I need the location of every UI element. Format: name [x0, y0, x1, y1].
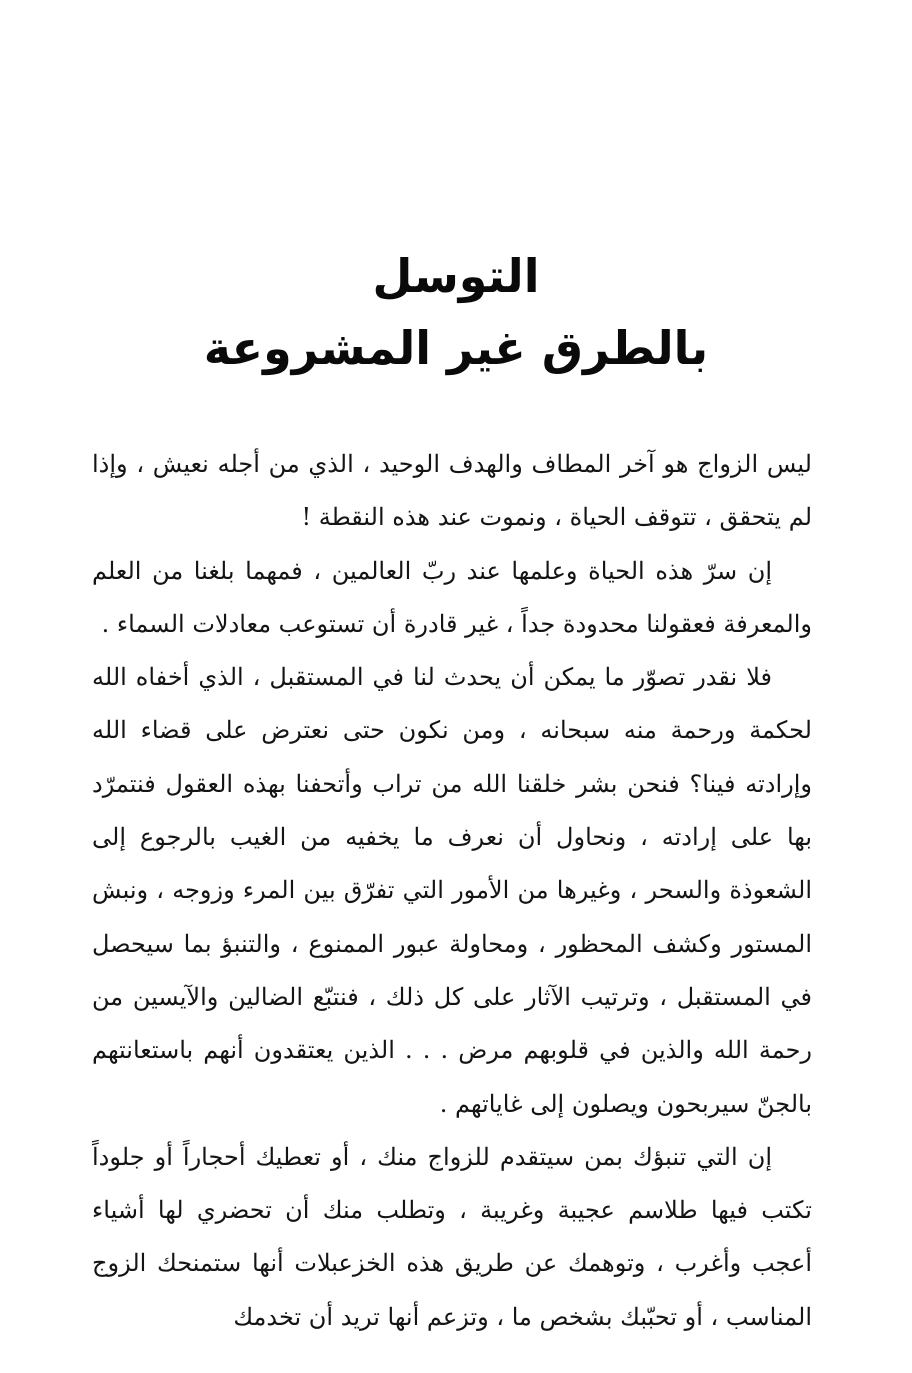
chapter-title-line-2: بالطرق غير المشروعة — [203, 321, 709, 375]
paragraph-1: ليس الزواج هو آخر المطاف والهدف الوحيد ، الذي من أجله نعيش ، وإذا لم يتحقق ، تتوقف الحياة ، ونموت عند هذه النقطة ! — [92, 450, 812, 532]
body-text — [92, 438, 812, 1344]
chapter-title-line-1: التوسل — [372, 249, 540, 303]
paragraph-2: إن سرّ هذه الحياة وعلمها عند ربّ العالمين ، فمهما بلغنا من العلم والمعرفة فعقولنا محدودة جداً ، غير قادرة أن تستوعب معادلات السماء . — [92, 556, 812, 638]
chapter-title — [0, 240, 912, 384]
paragraph-3: فلا نقدر تصوّر ما يمكن أن يحدث لنا في المستقبل ، الذي أخفاه الله لحكمة ورحمة منه سبحانه ، ومن نكون حتى نعترض على قضاء الله وإرادته فينا؟ فنحن بشر خلقنا الله من تراب وأتحفنا بهذه العقول فنتمرّد بها على إرادته ، ونحاول أن نعرف ما يخفيه من الغيب بالرجوع إلى الشعوذة والسحر ، وغيرها من الأمور التي تفرّق بين المرء وزوجه ، ونبش المستور وكشف المحظور ، ومحاولة عبور الممنوع ، والتنبؤ بما سيحصل في المستقبل ، وترتيب الآثار على كل ذلك ، فنتبّع الضالين والآيسين من رحمة الله والذين في قلوبهم مرض . . . الذين يعتقدون أنهم باستعانتهم بالجنّ سيربحون ويصلون إلى غاياتهم . — [92, 663, 812, 1118]
paragraph-4: إن التي تنبؤك بمن سيتقدم للزواج منك ، أو تعطيك أحجاراً أو جلوداً تكتب فيها طلاسم عجيبة وغريبة ، وتطلب منك أن تحضري لها أشياء أعجب وأغرب ، وتوهمك عن طريق هذه الخزعبلات أنها ستمنحك الزوج المناسب ، أو تحبّبك بشخص ما ، وتزعم أنها تريد أن تخدمك — [92, 1142, 813, 1331]
